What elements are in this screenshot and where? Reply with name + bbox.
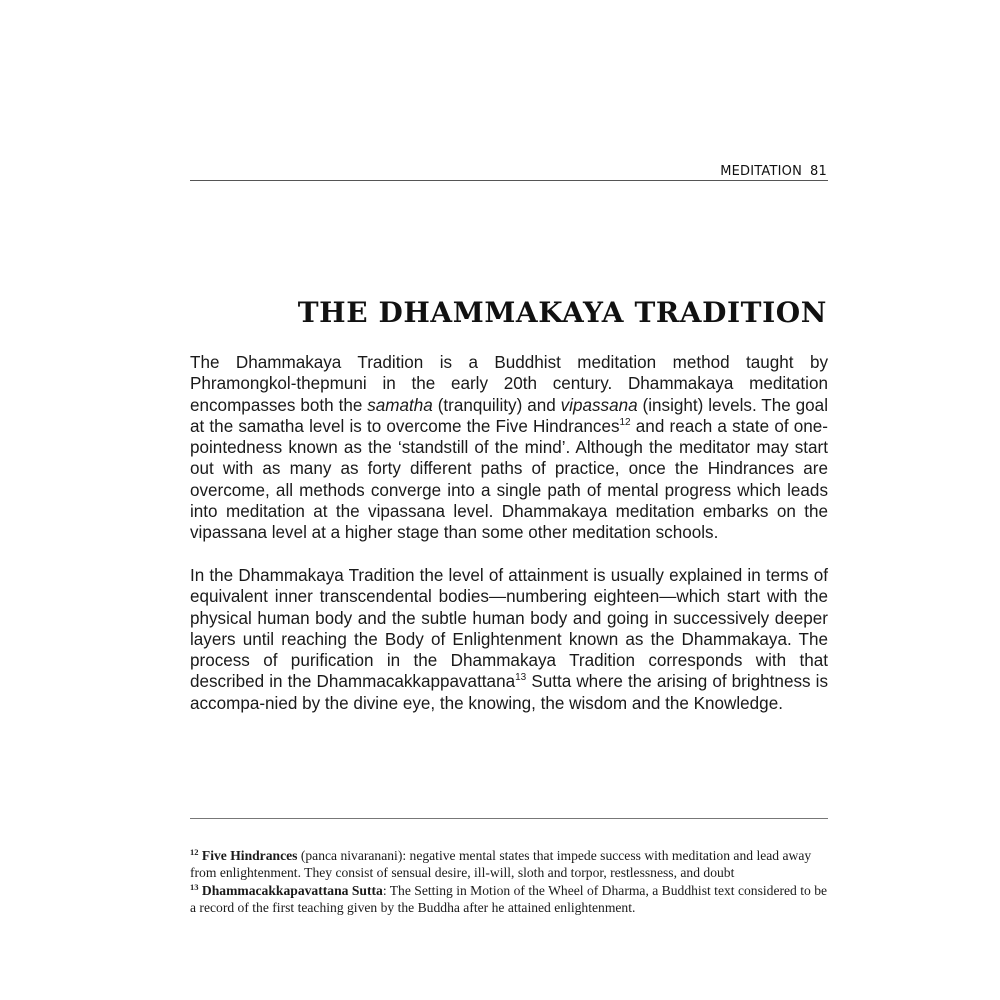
- footnote-text: : The Setting in Motion of the Wheel of Dharma, a Buddhist text considered to be a record of the first teaching given by the Buddha after he attained enlightenment.: [190, 882, 828, 916]
- header-rule: [190, 180, 828, 181]
- paragraph-2-text-b: Sutta where the arising of brightness is accompa-nied by the divine eye, the knowing, the wisdom and the Knowledge.: [190, 672, 828, 713]
- footnote-ref-12: 12: [619, 416, 631, 428]
- footnote-term: Five Hindrances: [201, 848, 298, 863]
- paragraph-2-text-a: In the Dhammakaya Tradition the level of attainment is usually explained in terms of equivalent inner transcendental bodies—numbering eighteen—which start with the physical human body and the subtle human body and going in successively deeper layers until reaching the Body of Enlightenment known as the Dhammakaya. The process of purification in the Dhammakaya Tradition corresponds with that described in the Dhammacakkappavattana: [190, 565, 828, 692]
- footnote-ref-13: 13: [515, 672, 527, 684]
- paragraph-1-text-c: (insight) levels. The goal at the samatha level is to overcome the Five Hindrances: [190, 395, 828, 436]
- page-number: 81: [810, 164, 827, 179]
- running-header: [190, 164, 827, 179]
- footnote-12: [190, 847, 830, 882]
- paragraph-1: [190, 352, 828, 544]
- term-samatha: samatha: [367, 395, 433, 415]
- paragraph-1-text-b: (tranquility) and: [432, 395, 561, 415]
- paragraph-1-text-d: and reach a state of one-pointedness known as the ‘standstill of the mind’. Although the meditator may start out with as many as forty different paths of practice, once the Hindrances are overcome, all methods converge into a single path of mental progress which leads into meditation at the vipassana level. Dhammakaya meditation embarks on the vipassana level at a higher stage than some other meditation schools.: [190, 416, 828, 543]
- term-vipassana: vipassana: [560, 395, 638, 415]
- footnotes: [190, 847, 830, 917]
- footnote-number: 12: [190, 847, 199, 857]
- paragraph-2: [190, 565, 828, 714]
- chapter-title: THE DHAMMAKAYA TRADITION: [297, 296, 827, 329]
- paragraph-1-text-a: The Dhammakaya Tradition is a Buddhist meditation method taught by Phramongkol-thepmuni in the early 20th century. Dhammakaya meditation encompasses both the: [190, 353, 828, 415]
- footnote-text: (panca nivaranani): negative mental states that impede success with meditation and lead away from enlightenment. They consist of sensual desire, ill-will, sloth and torpor, restlessness, and doubt: [190, 848, 812, 881]
- footnote-number: 13: [190, 881, 199, 892]
- footnote-13: [190, 882, 830, 917]
- footnote-term: Dhammacakkapavattana Sutta: [201, 882, 383, 898]
- footnote-rule: [190, 818, 828, 819]
- body-text: [190, 352, 828, 714]
- section-title: MEDITATION: [720, 164, 803, 179]
